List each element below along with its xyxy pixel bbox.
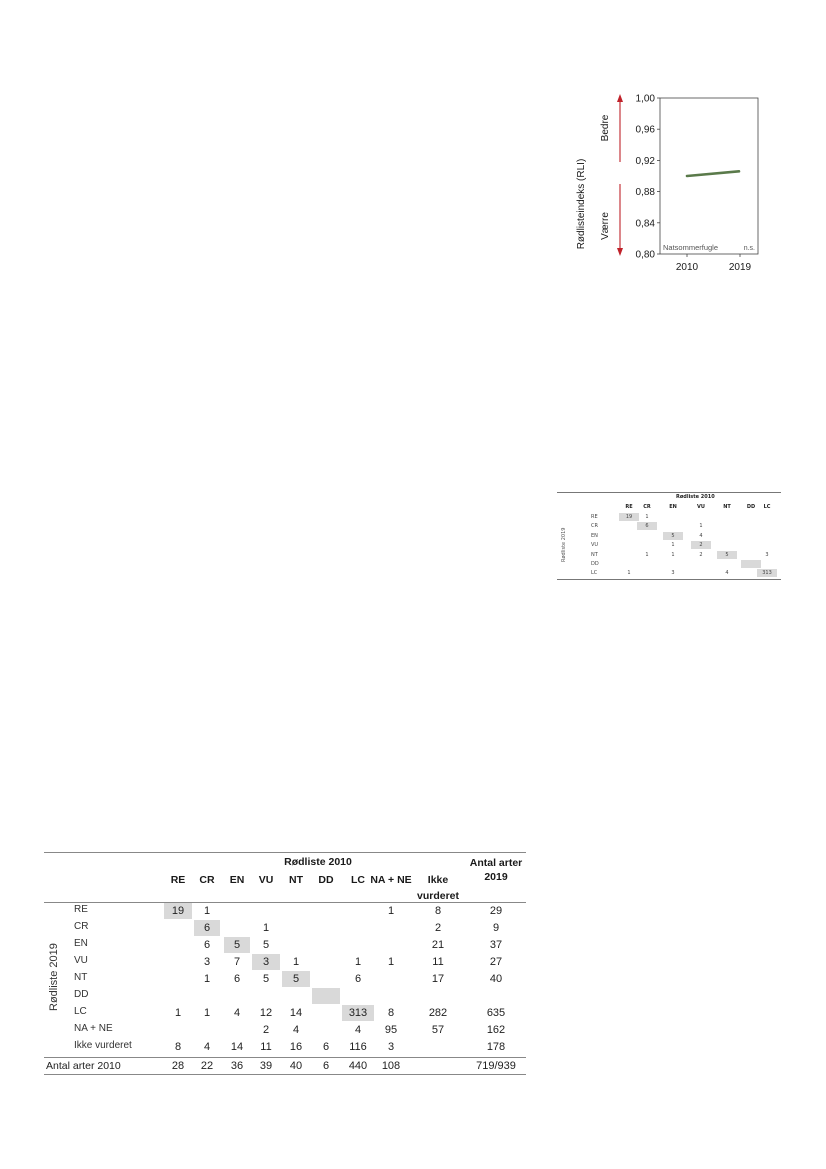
row-axis-label: Rødliste 2019 xyxy=(48,943,60,1011)
table-cell: 5 xyxy=(224,937,250,953)
table-cell: 17 xyxy=(431,973,445,985)
thumb-cell: 4 xyxy=(725,570,729,577)
table-cell: 14 xyxy=(230,1041,244,1053)
thumb-bottom-rule xyxy=(557,579,781,580)
thumb-row-label: DD xyxy=(591,561,599,567)
thumb-row-label: NT xyxy=(591,551,598,558)
thumb-top-rule xyxy=(557,492,781,493)
table-cell: 16 xyxy=(289,1041,303,1053)
table-cell: 6 xyxy=(203,939,211,951)
footer-total: 719/939 xyxy=(476,1060,516,1072)
footer-cell: 22 xyxy=(200,1060,214,1072)
table-cell: 21 xyxy=(431,939,445,951)
table-cell: 8 xyxy=(434,905,442,917)
thumb-column-header: NT xyxy=(723,504,731,510)
footer-cell: 39 xyxy=(259,1060,273,1072)
thumb-cell: 1 xyxy=(671,551,675,558)
thumb-cell: 1 xyxy=(699,523,703,530)
thumb-cell xyxy=(741,560,761,568)
table-top-rule xyxy=(44,852,526,853)
column-header: Ikke vurderet xyxy=(416,874,459,902)
table-cell: 1 xyxy=(203,973,211,985)
row-total: 37 xyxy=(489,939,503,951)
row-total: 9 xyxy=(492,922,500,934)
table-cell: 11 xyxy=(432,956,444,968)
column-header: EN xyxy=(229,874,245,886)
table-cell: 19 xyxy=(164,903,192,919)
thumb-cell: 313 xyxy=(757,569,777,577)
thumb-cell: 5 xyxy=(717,551,737,559)
row-label: EN xyxy=(74,938,88,949)
footer-cell: 6 xyxy=(322,1060,330,1072)
table-cell: 6 xyxy=(233,973,241,985)
thumb-column-header: CR xyxy=(643,504,651,510)
table-cell: 1 xyxy=(292,956,300,968)
row-total: 178 xyxy=(486,1041,506,1053)
thumb-cell: 1 xyxy=(627,570,631,577)
table-cell: 5 xyxy=(262,939,270,951)
y-tick-label: 0,88 xyxy=(635,187,655,199)
thumb-cell: 2 xyxy=(699,551,703,558)
table-cell: 5 xyxy=(282,971,310,987)
worse-arrowhead-icon xyxy=(617,248,623,256)
column-header: NA + NE xyxy=(370,874,412,886)
table-cell: 1 xyxy=(174,1007,182,1019)
thumb-column-header: RE xyxy=(625,504,633,510)
footer-cell: 28 xyxy=(171,1060,185,1072)
footer-cell: 40 xyxy=(289,1060,303,1072)
column-header: LC xyxy=(351,874,365,886)
footer-cell: 440 xyxy=(348,1060,368,1072)
table-cell: 57 xyxy=(431,1024,445,1036)
row-total: 29 xyxy=(489,905,503,917)
thumb-cell: 1 xyxy=(671,542,675,549)
table-cell: 7 xyxy=(233,956,241,968)
group-label: Natsommerfugle xyxy=(663,243,719,252)
thumb-column-header: LC xyxy=(763,504,771,510)
thumb-title: Rødliste 2010 xyxy=(676,494,715,500)
table-cell: 95 xyxy=(384,1024,398,1036)
thumb-cell: 2 xyxy=(691,541,711,549)
rli-ylabel: Rødlisteindeks (RLI) xyxy=(576,158,587,250)
thumb-cell: 19 xyxy=(619,513,639,521)
thumb-column-header: EN xyxy=(669,504,677,510)
thumb-row-label: CR xyxy=(591,523,598,530)
thumb-row-axis-label: Rødliste 2019 xyxy=(561,527,567,562)
y-tick-label: 1,00 xyxy=(635,93,655,105)
x-tick-label: 2010 xyxy=(675,262,699,273)
table-cell: 6 xyxy=(354,973,362,985)
thumb-cell: 5 xyxy=(663,532,683,540)
table-cell: 1 xyxy=(354,956,362,968)
table-cell: 3 xyxy=(387,1041,395,1053)
table-bottom-rule xyxy=(44,1074,526,1075)
table-cell: 4 xyxy=(203,1041,211,1053)
table-cell xyxy=(312,988,340,1004)
table-cell: 1 xyxy=(203,1007,211,1019)
column-header: NT xyxy=(289,874,303,886)
table-cell: 12 xyxy=(259,1007,273,1019)
y-tick-label: 0,92 xyxy=(635,155,655,167)
table-cell: 3 xyxy=(252,954,280,970)
table-cell: 5 xyxy=(262,973,270,985)
thumb-row-label: RE xyxy=(591,514,598,520)
row-label: CR xyxy=(74,921,89,932)
rli-chart xyxy=(568,88,768,278)
footer-label: Antal arter 2010 xyxy=(46,1060,121,1072)
transition-table xyxy=(44,852,526,1074)
rli-series-line xyxy=(687,171,739,176)
thumb-cell: 1 xyxy=(645,514,649,520)
thumb-cell: 4 xyxy=(699,532,703,539)
table-cell: 11 xyxy=(260,1041,272,1053)
column-header: RE xyxy=(170,874,186,886)
better-label: Bedre xyxy=(600,114,611,142)
table-cell: 3 xyxy=(203,956,211,968)
row-label: NT xyxy=(74,972,88,983)
better-arrowhead-icon xyxy=(617,94,623,102)
table-cell: 6 xyxy=(322,1041,330,1053)
row-total: 27 xyxy=(489,956,503,968)
thumb-row-label: EN xyxy=(591,532,598,539)
table-cell: 6 xyxy=(194,920,220,936)
table-title: Rødliste 2010 xyxy=(284,856,352,868)
thumb-cell: 3 xyxy=(765,551,769,558)
table-cell: 2 xyxy=(262,1024,270,1036)
table-cell: 313 xyxy=(342,1005,374,1021)
thumb-row-label: LC xyxy=(591,570,598,577)
y-tick-label: 0,96 xyxy=(635,124,655,136)
row-label: LC xyxy=(74,1006,87,1017)
thumb-cell: 3 xyxy=(671,570,675,577)
footer-cell: 108 xyxy=(381,1060,401,1072)
table-cell: 282 xyxy=(428,1007,448,1019)
column-header: VU xyxy=(258,874,274,886)
worse-label: Værre xyxy=(600,212,611,240)
table-cell: 14 xyxy=(289,1007,303,1019)
row-total: 162 xyxy=(486,1024,506,1036)
y-tick-label: 0,80 xyxy=(635,249,655,261)
row-total: 635 xyxy=(486,1007,506,1019)
row-label: RE xyxy=(74,904,88,915)
y-tick-label: 0,84 xyxy=(635,218,655,230)
table-cell: 1 xyxy=(387,956,395,968)
thumb-row-label: VU xyxy=(591,542,599,549)
thumb-column-header: VU xyxy=(697,504,705,510)
row-total: 40 xyxy=(489,973,503,985)
plot-frame xyxy=(660,98,758,254)
x-tick-label: 2019 xyxy=(728,262,752,273)
row-label: DD xyxy=(74,989,89,1000)
table-cell: 1 xyxy=(203,905,211,917)
significance-label: n.s. xyxy=(743,245,755,252)
table-cell: 4 xyxy=(233,1007,241,1019)
thumb-cell: 1 xyxy=(645,551,649,558)
y-ticks xyxy=(636,94,660,261)
row-label: VU xyxy=(74,955,88,966)
row-label: NA + NE xyxy=(74,1023,113,1034)
footer-cell: 36 xyxy=(230,1060,244,1072)
column-header: CR xyxy=(199,874,215,886)
x-ticks xyxy=(676,254,752,273)
thumb-cell: 6 xyxy=(637,522,657,530)
table-cell: 116 xyxy=(349,1041,367,1053)
table-cell: 2 xyxy=(434,922,442,934)
table-cell: 4 xyxy=(354,1024,362,1036)
row-label: Ikke vurderet xyxy=(74,1040,132,1051)
thumb-column-header: DD xyxy=(746,504,756,510)
table-cell: 8 xyxy=(387,1007,395,1019)
table-cell: 4 xyxy=(292,1024,300,1036)
total-column-header: Antal arter 2019 xyxy=(469,857,523,883)
table-cell: 1 xyxy=(387,905,395,917)
table-cell: 8 xyxy=(174,1041,182,1053)
column-header: DD xyxy=(318,874,334,886)
table-cell: 1 xyxy=(262,922,270,934)
